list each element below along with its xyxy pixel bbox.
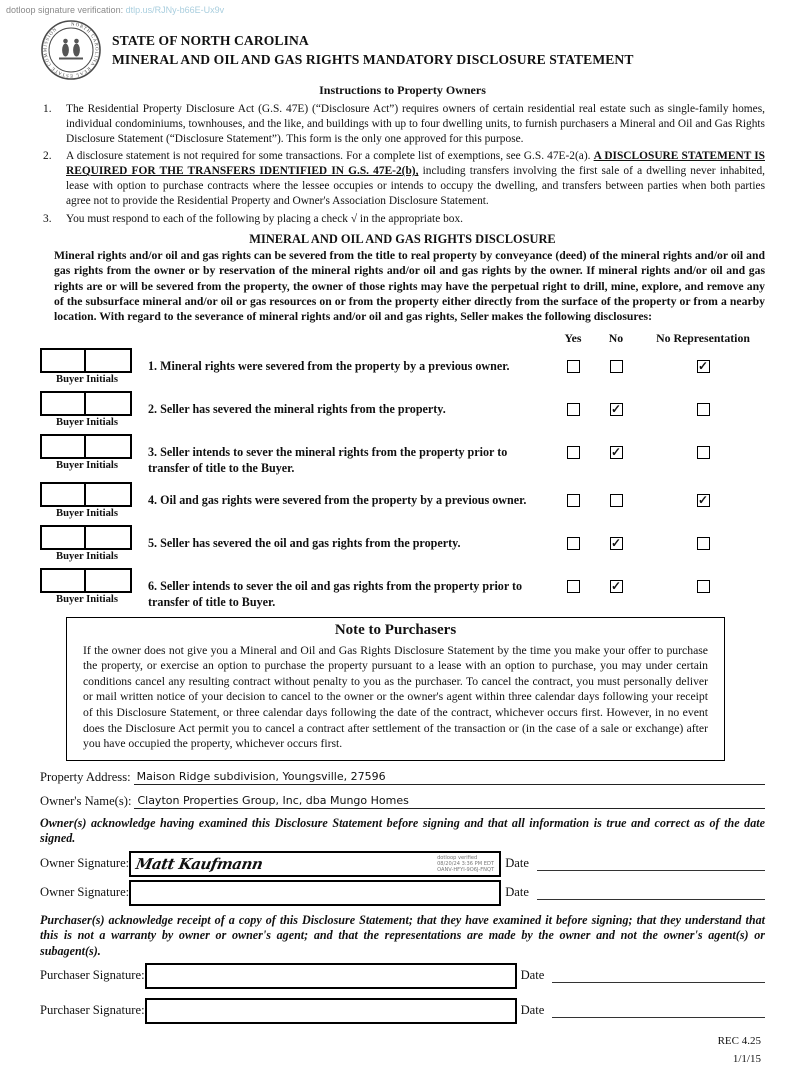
disclosure-row-1 <box>40 348 765 385</box>
note-body: If the owner does not give you a Mineral and Oil and Gas Rights Disclosure Statement by the time you make your offer to purchase the property, or exercise an option to purchase the property pursuant to a lease with an option to purchase, you may under certain conditions cancel any resulting contract without penalty to you as the purchaser. To cancel the contract, you must personally deliver or mail written notice of your decision to cancel to the owner or the owner's agent within three calendar days following your receipt of this Disclosure Statement, or three calendar days following the date of the contract, whichever occurs first. However, in no event does the Disclosure Act permit you to cancel a contract after settlement of the transaction or (in the case of a sale or exchange) after you have occupied the property, whichever occurs first. <box>83 643 708 751</box>
checkbox-no-representation[interactable] <box>697 537 710 550</box>
buyer-initials-label: Buyer Initials <box>56 373 118 385</box>
checkbox-no-representation[interactable]: ✓ <box>697 358 709 373</box>
checkbox-yes[interactable] <box>567 403 580 416</box>
nc-real-estate-commission-seal-icon <box>40 19 102 81</box>
purchaser-signature-field[interactable] <box>145 963 517 989</box>
instruction-number: 1. <box>43 103 52 115</box>
owner-acknowledgment: Owner(s) acknowledge having examined this Disclosure Statement before signing and that all information is true and correct as of the date signed. <box>40 815 765 846</box>
instruction-2-pre: A disclosure statement is not required for some transactions. For a complete list of exemptions, see G.S. 47E-2(a). <box>66 150 594 163</box>
buyer-initials-label: Buyer Initials <box>56 551 118 563</box>
svg-text:NORTH CAROLINA REAL ESTATE COM: NORTH CAROLINA REAL ESTATE COMMISSION <box>43 22 99 78</box>
instruction-2-emphasis: A DISCLOSURE STATEMENT IS REQUIRED FOR THE TRANSFERS IDENTIFIED IN G.S. 47E-2(b), <box>66 150 765 178</box>
checkbox-column-headers <box>40 331 765 346</box>
checkbox-no-representation[interactable]: ✓ <box>697 493 709 508</box>
owner-signature-field[interactable] <box>129 851 501 877</box>
dotloop-verified-stamp <box>437 854 494 872</box>
stamp-line: dotloop verified <box>437 854 478 861</box>
checkbox-yes[interactable] <box>567 446 580 459</box>
owner-signature-row-1 <box>40 851 765 877</box>
buyer-initials-box[interactable] <box>40 482 86 507</box>
date-label: Date <box>505 856 529 871</box>
owner-name-row <box>40 794 765 809</box>
disclosure-statement: 6. Seller intends to sever the oil and gas rights from the property prior to transfer of title to Buyer. <box>148 579 523 609</box>
owner-name-value[interactable]: Clayton Properties Group, Inc, dba Mungo Homes <box>134 794 765 809</box>
checkbox-no-representation[interactable] <box>697 403 710 416</box>
checkbox-yes[interactable] <box>567 537 580 550</box>
buyer-initials-field <box>40 348 136 385</box>
instruction-item-3 <box>40 212 765 227</box>
form-title-line2: MINERAL AND OIL AND GAS RIGHTS MANDATORY DISCLOSURE STATEMENT <box>112 52 634 67</box>
property-address-row <box>40 770 765 785</box>
owner-signature-script: Matt Kaufmann <box>134 854 265 873</box>
purchaser-signature-row-2 <box>40 998 765 1024</box>
form-title-line1: STATE OF NORTH CAROLINA <box>112 32 309 48</box>
column-header-yes: Yes <box>564 330 582 345</box>
owner-signature-row-2 <box>40 880 765 906</box>
checkbox-no[interactable]: ✓ <box>610 536 622 551</box>
note-title: Note to Purchasers <box>334 621 457 638</box>
column-header-no: No <box>608 330 624 345</box>
purchaser-signature-field[interactable] <box>145 998 517 1024</box>
form-revision-date: 1/1/15 <box>732 1052 761 1065</box>
instruction-2-post: including transfers involving the first sale of a dwelling never inhabited, lease with option to purchase contracts where the lessee occupies or intends to occupy the dwelling, and transfers between parties when both parties agree not to provide the Residential Property and Owner's Association Disclosure Statement. <box>66 165 765 207</box>
purchaser-signature-label: Purchaser Signature: <box>40 1003 145 1018</box>
owner-signature-label: Owner Signature: <box>40 885 130 900</box>
buyer-initials-field <box>40 434 136 476</box>
buyer-initials-label: Buyer Initials <box>56 594 118 606</box>
buyer-initials-box[interactable] <box>40 391 86 416</box>
buyer-initials-box[interactable] <box>40 348 86 373</box>
date-label: Date <box>520 968 545 983</box>
owner-name-label: Owner's Name(s): <box>40 793 132 808</box>
disclosure-statement: 3. Seller intends to sever the mineral rights from the property prior to transfer of title to the Buyer. <box>148 444 508 475</box>
date-field[interactable] <box>552 1003 765 1018</box>
purchaser-acknowledgment: Purchaser(s) acknowledge receipt of a copy of this Disclosure Statement; that they have examined it before signing; that they understand that this is not a warranty by owner or owner's agent; and that the representations are made by the owner and not the owner's agent(s) or subagent(s). <box>40 912 765 958</box>
stamp-line: 08/20/24 3:36 PM EDT <box>437 860 495 867</box>
checkbox-no-representation[interactable] <box>697 580 710 593</box>
checkbox-no[interactable]: ✓ <box>610 579 622 594</box>
disclosure-statement: 4. Oil and gas rights were severed from the property by a previous owner. <box>148 493 527 508</box>
buyer-initials-box[interactable] <box>86 525 132 550</box>
buyer-initials-box[interactable] <box>86 391 132 416</box>
property-address-label: Property Address: <box>40 769 131 784</box>
form-code: REC 4.25 <box>717 1034 761 1047</box>
disclosure-statement: 2. Seller has severed the mineral rights from the property. <box>148 401 446 416</box>
stamp-line: OANV-HFYI-9O6J-FNQT <box>437 866 495 873</box>
purchaser-signature-label: Purchaser Signature: <box>40 968 145 983</box>
disclosure-row-4 <box>40 482 765 519</box>
date-field[interactable] <box>552 968 765 983</box>
instruction-text: You must respond to each of the following by placing a check √ in the appropriate box. <box>66 212 464 225</box>
buyer-initials-box[interactable] <box>40 568 86 593</box>
owner-signature-field[interactable] <box>129 880 501 906</box>
buyer-initials-label: Buyer Initials <box>56 459 118 471</box>
verification-label: dotloop signature verification: <box>6 5 124 15</box>
buyer-initials-field <box>40 482 136 519</box>
form-title-block <box>112 31 634 69</box>
instruction-text: The Residential Property Disclosure Act (G.S. 47E) (“Disclosure Act”) requires owners of certain residential real estate such as single-family homes, individual condominiums, townhouses, and the like, and buildings with up to four dwelling units, to furnish purchasers a Mineral and Oil and Gas Rights Disclosure Statement (“Disclosure Statement”). This form is the only one approved for this purpose. <box>66 103 765 145</box>
form-header <box>40 19 765 81</box>
disclosure-row-2 <box>40 391 765 428</box>
buyer-initials-box[interactable] <box>40 434 86 459</box>
note-to-purchasers-box <box>66 617 725 761</box>
buyer-initials-box[interactable] <box>86 482 132 507</box>
disclosure-row-5 <box>40 525 765 562</box>
buyer-initials-box[interactable] <box>86 348 132 373</box>
instruction-number: 3. <box>43 212 52 225</box>
buyer-initials-label: Buyer Initials <box>56 508 118 520</box>
date-label: Date <box>505 885 529 900</box>
disclosure-row-6 <box>40 568 765 610</box>
checkbox-no[interactable] <box>610 494 623 507</box>
owner-signature-label: Owner Signature: <box>40 856 130 871</box>
buyer-initials-box[interactable] <box>86 568 132 593</box>
instruction-item-2 <box>40 149 765 208</box>
instruction-text <box>66 149 765 208</box>
instruction-item-1 <box>40 102 765 146</box>
disclosure-row-3 <box>40 434 765 476</box>
purchaser-signature-row-1 <box>40 963 765 989</box>
form-footer <box>40 1033 765 1068</box>
buyer-initials-box[interactable] <box>86 434 132 459</box>
checkbox-no[interactable]: ✓ <box>610 444 622 459</box>
buyer-initials-field <box>40 525 136 562</box>
instruction-number: 2. <box>43 150 52 163</box>
buyer-initials-label: Buyer Initials <box>56 416 118 428</box>
verification-link[interactable]: dtlp.us/RJNy-b66E-Ux9v <box>125 5 225 15</box>
buyer-initials-field <box>40 391 136 428</box>
checkbox-yes[interactable] <box>567 360 580 373</box>
buyer-initials-box[interactable] <box>40 525 86 550</box>
checkbox-yes[interactable] <box>567 580 580 593</box>
disclosure-section-heading: MINERAL AND OIL AND GAS RIGHTS DISCLOSURE <box>249 231 556 246</box>
dotloop-verification-bar <box>6 5 765 15</box>
date-field[interactable] <box>537 885 765 900</box>
property-address-value[interactable]: Maison Ridge subdivision, Youngsville, 27596 <box>134 770 765 785</box>
disclosure-statement: 5. Seller has severed the oil and gas rights from the property. <box>148 536 461 551</box>
instructions-heading: Instructions to Property Owners <box>319 83 486 97</box>
column-header-no-representation: No Representation <box>656 330 750 345</box>
buyer-initials-field <box>40 568 136 610</box>
checkbox-no-representation[interactable] <box>697 446 710 459</box>
date-field[interactable] <box>537 856 765 871</box>
disclosure-statement: 1. Mineral rights were severed from the property by a previous owner. <box>148 358 510 373</box>
disclosure-intro-paragraph: Mineral rights and/or oil and gas rights can be severed from the title to real property by conveyance (deed) of the mineral rights and/or oil and gas rights from the owner or by reservation of the mineral rights and/or oil and gas rights by the owner. If mineral rights and/or oil and gas rights are or will be severed from the property, the owner of those rights may have the perpetual right to drill, mine, explore, and remove any of the subsurface mineral and/or oil or gas resources on or from the property either directly from the surface of the property or from a nearby location. With regard to the severance of mineral rights and/or oil and gas rights, Seller makes the following disclosures: <box>54 248 765 324</box>
checkbox-no[interactable] <box>610 360 623 373</box>
checkbox-no[interactable]: ✓ <box>610 401 622 416</box>
checkbox-yes[interactable] <box>567 494 580 507</box>
date-label: Date <box>520 1003 545 1018</box>
